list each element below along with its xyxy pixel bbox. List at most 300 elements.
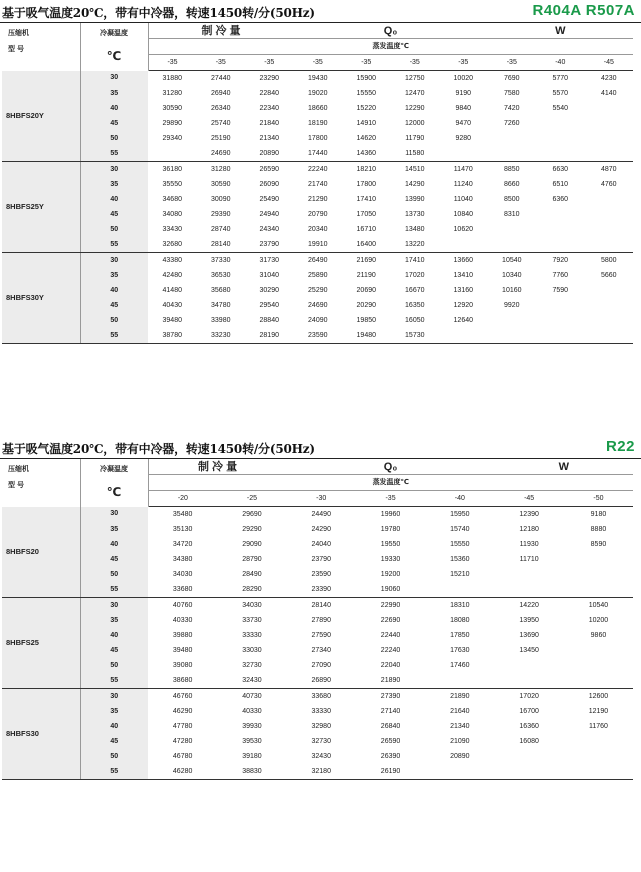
- capacity-cell: [564, 552, 633, 567]
- model-name: 8HBFS30Y: [2, 253, 80, 344]
- capacity-cell: [585, 313, 634, 328]
- table-row: [2, 628, 633, 643]
- evap-temp-cell: -35: [391, 55, 440, 71]
- capacity-cell: 31880: [162, 74, 182, 82]
- cond-temp-cell: 55: [80, 328, 148, 344]
- capacity-cell: 4870: [601, 165, 617, 173]
- capacity-cell: 31280: [162, 89, 182, 97]
- capacity-cell: 12290: [405, 104, 425, 112]
- capacity-cell: [536, 313, 585, 328]
- capacity-cell: 8500: [503, 195, 520, 203]
- capacity-cell: 34680: [162, 195, 182, 203]
- capacity-cell: 10540: [502, 256, 522, 264]
- capacity-cell: 32980: [311, 722, 331, 730]
- cond-temp-cell: 40: [80, 192, 148, 207]
- capacity-cell: 34030: [242, 601, 262, 609]
- capacity-cell: 24940: [259, 210, 279, 218]
- capacity-cell: [564, 567, 633, 582]
- capacity-cell: 6360: [552, 195, 569, 203]
- capacity-cell: 28140: [311, 601, 331, 609]
- capacity-cell: 24040: [311, 540, 331, 548]
- capacity-cell: 14620: [356, 134, 376, 142]
- cond-temp-cell: 50: [80, 658, 148, 673]
- capacity-cell: [488, 313, 537, 328]
- capacity-table: [2, 459, 633, 780]
- capacity-cell: [585, 222, 634, 237]
- table-row: [2, 101, 633, 116]
- capacity-cell: 19850: [356, 316, 376, 324]
- capacity-cell: 15950: [450, 510, 470, 518]
- capacity-cell: 13220: [391, 237, 440, 253]
- capacity-cell: [495, 764, 564, 780]
- section-header: [0, 0, 641, 23]
- capacity-cell: [585, 237, 634, 253]
- capacity-cell: 21640: [450, 707, 470, 715]
- capacity-cell: 12920: [453, 301, 473, 309]
- table-row: [2, 673, 633, 689]
- section-title: 基于吸气温度20℃，带有中冷器，转速1450转/分(50Hz): [2, 6, 315, 20]
- capacity-cell: 39880: [172, 631, 193, 639]
- cond-temp-cell: 35: [80, 177, 148, 192]
- capacity-cell: 23790: [245, 237, 294, 253]
- capacity-cell: 21890: [450, 692, 470, 700]
- capacity-table: [2, 23, 633, 344]
- capacity-cell: 26940: [211, 89, 231, 97]
- capacity-cell: 29290: [242, 525, 262, 533]
- table-row: [2, 71, 633, 87]
- capacity-cell: 10840: [453, 210, 473, 218]
- cond-temp-cell: 45: [80, 552, 148, 567]
- capacity-cell: 26190: [356, 764, 425, 780]
- capacity-cell: 16710: [356, 225, 376, 233]
- capacity-cell: 27390: [380, 692, 401, 700]
- capacity-cell: 40330: [172, 616, 193, 624]
- capacity-cell: 15550: [450, 540, 470, 548]
- capacity-cell: 40330: [242, 707, 262, 715]
- capacity-cell: 14360: [342, 146, 391, 162]
- capacity-cell: 9280: [455, 134, 472, 142]
- capacity-cell: [488, 131, 537, 146]
- capacity-cell: 34080: [162, 210, 182, 218]
- capacity-unit: W: [488, 23, 634, 39]
- refrigerant-label: R22: [605, 438, 635, 455]
- capacity-cell: 13950: [519, 616, 539, 624]
- table-row: [2, 643, 633, 658]
- capacity-cell: [439, 146, 488, 162]
- evap-temp-cell: -30: [287, 491, 356, 507]
- capacity-cell: 12750: [405, 74, 425, 82]
- cond-temp-cell: 45: [80, 207, 148, 222]
- capacity-cell: 18210: [356, 165, 376, 173]
- capacity-cell: 23590: [294, 328, 343, 344]
- capacity-cell: 25190: [211, 134, 231, 142]
- capacity-cell: 35680: [211, 286, 231, 294]
- capacity-cell: [585, 283, 634, 298]
- cond-temp-cell: 45: [80, 298, 148, 313]
- capacity-cell: 7690: [503, 74, 520, 82]
- capacity-cell: 10620: [453, 225, 473, 233]
- capacity-symbol: Q₀: [287, 459, 495, 475]
- capacity-cell: 33330: [311, 707, 331, 715]
- capacity-cell: [495, 658, 564, 673]
- capacity-cell: 29340: [162, 134, 182, 142]
- section-header: [0, 436, 641, 459]
- capacity-cell: 38680: [148, 673, 217, 689]
- capacity-cell: 9840: [455, 104, 472, 112]
- capacity-cell: [564, 749, 633, 764]
- table-row: [2, 749, 633, 764]
- model-name: 8HBFS25Y: [2, 162, 80, 253]
- capacity-cell: 22240: [308, 165, 328, 173]
- capacity-cell: 22440: [380, 631, 401, 639]
- capacity-cell: 6510: [552, 180, 569, 188]
- capacity-cell: 22040: [380, 661, 401, 669]
- capacity-cell: [585, 328, 634, 344]
- capacity-cell: 33680: [148, 582, 217, 598]
- capacity-cell: [425, 764, 494, 780]
- capacity-cell: [425, 582, 494, 598]
- capacity-cell: 13660: [453, 256, 473, 264]
- capacity-cell: 11760: [588, 722, 608, 730]
- capacity-cell: 24090: [308, 316, 328, 324]
- capacity-cell: 21340: [259, 134, 279, 142]
- capacity-cell: 17050: [356, 210, 376, 218]
- capacity-cell: [585, 101, 634, 116]
- cond-temp-cell: 50: [80, 313, 148, 328]
- capacity-cell: 46760: [172, 692, 193, 700]
- capacity-cell: [495, 582, 564, 598]
- model-name: 8HBFS25: [2, 598, 80, 689]
- capacity-cell: 5660: [601, 271, 617, 279]
- evap-temp-cell: -35: [488, 55, 537, 71]
- cond-temp-cell: 40: [80, 719, 148, 734]
- capacity-cell: 11040: [453, 195, 473, 203]
- evap-temp-cell: -35: [148, 55, 197, 71]
- capacity-cell: 20690: [356, 286, 376, 294]
- capacity-cell: 18190: [308, 119, 328, 127]
- capacity-cell: 16400: [342, 237, 391, 253]
- capacity-cell: 20890: [245, 146, 294, 162]
- capacity-cell: 28790: [242, 555, 262, 563]
- capacity-cell: 8850: [503, 165, 520, 173]
- capacity-cell: 19060: [356, 582, 425, 598]
- capacity-cell: 16700: [519, 707, 539, 715]
- capacity-cell: [564, 673, 633, 689]
- table-row: [2, 598, 633, 614]
- capacity-cell: 25890: [308, 271, 328, 279]
- evap-temp-cell: -50: [564, 491, 633, 507]
- capacity-cell: 39180: [242, 752, 262, 760]
- capacity-cell: 46280: [148, 764, 217, 780]
- capacity-cell: 23390: [287, 582, 356, 598]
- capacity-cell: 21290: [308, 195, 328, 203]
- table-row: [2, 298, 633, 313]
- capacity-cell: 8590: [590, 540, 607, 548]
- capacity-cell: 12600: [588, 692, 609, 700]
- capacity-cell: 28190: [245, 328, 294, 344]
- capacity-cell: 5540: [552, 104, 569, 112]
- capacity-cell: 19430: [308, 74, 328, 82]
- evap-temp-header: 蒸发温度℃: [148, 39, 633, 55]
- capacity-cell: [488, 237, 537, 253]
- capacity-cell: 21090: [450, 737, 470, 745]
- cond-temp-cell: 55: [80, 582, 148, 598]
- capacity-cell: 11710: [519, 555, 539, 563]
- capacity-cell: 15900: [356, 74, 376, 82]
- capacity-cell: 26390: [380, 752, 401, 760]
- cond-temp-cell: 35: [80, 522, 148, 537]
- capacity-cell: 10200: [588, 616, 609, 624]
- capacity-cell: 14220: [519, 601, 539, 609]
- table-row: [2, 237, 633, 253]
- capacity-cell: 30590: [162, 104, 182, 112]
- cond-temp-cell: 55: [80, 237, 148, 253]
- capacity-cell: 33680: [311, 692, 331, 700]
- cond-temp-cell: 45: [80, 734, 148, 749]
- capacity-cell: 19910: [294, 237, 343, 253]
- table-header: [2, 459, 633, 507]
- capacity-cell: 19780: [380, 525, 401, 533]
- capacity-cell: 7920: [552, 256, 569, 264]
- table-row: [2, 567, 633, 582]
- capacity-cell: [495, 673, 564, 689]
- cond-temp-cell: 55: [80, 146, 148, 162]
- cond-temp-cell: 30: [80, 253, 148, 269]
- capacity-cell: [488, 328, 537, 344]
- evap-temp-cell: -35: [294, 55, 343, 71]
- capacity-cell: 14290: [405, 180, 425, 188]
- capacity-cell: 5770: [552, 74, 569, 82]
- capacity-cell: 10160: [502, 286, 522, 294]
- evap-temp-cell: -20: [148, 491, 217, 507]
- capacity-cell: 4760: [601, 180, 617, 188]
- capacity-cell: 17440: [294, 146, 343, 162]
- capacity-cell: 42480: [162, 271, 182, 279]
- cond-temp-cell: 35: [80, 86, 148, 101]
- capacity-cell: 30590: [211, 180, 231, 188]
- capacity-cell: 25490: [259, 195, 279, 203]
- capacity-cell: 33980: [211, 316, 231, 324]
- capacity-cell: 15740: [450, 525, 470, 533]
- capacity-cell: [585, 131, 634, 146]
- capacity-cell: [536, 298, 585, 313]
- model-name: 8HBFS20Y: [2, 71, 80, 162]
- capacity-cell: 8310: [503, 210, 520, 218]
- capacity-cell: 10020: [453, 74, 473, 82]
- capacity-cell: 24290: [311, 525, 331, 533]
- capacity-cell: 32680: [148, 237, 197, 253]
- cond-temp-header: 冷凝温度 ℃: [80, 23, 148, 71]
- table-row: [2, 582, 633, 598]
- cond-temp-cell: 40: [80, 628, 148, 643]
- capacity-cell: 15730: [391, 328, 440, 344]
- cond-temp-cell: 35: [80, 268, 148, 283]
- cond-temp-cell: 50: [80, 749, 148, 764]
- capacity-cell: 13410: [453, 271, 473, 279]
- capacity-cell: 15210: [450, 570, 470, 578]
- capacity-cell: 30290: [259, 286, 279, 294]
- table-row: [2, 253, 633, 269]
- capacity-cell: 33730: [242, 616, 262, 624]
- capacity-cell: 13990: [405, 195, 425, 203]
- capacity-cell: 24490: [311, 510, 331, 518]
- cond-temp-cell: 30: [80, 507, 148, 523]
- capacity-cell: [585, 146, 634, 162]
- capacity-cell: 23290: [259, 74, 279, 82]
- capacity-cell: 27590: [311, 631, 331, 639]
- capacity-cell: 29090: [242, 540, 262, 548]
- capacity-cell: 18080: [450, 616, 470, 624]
- table-row: [2, 116, 633, 131]
- table-row: [2, 613, 633, 628]
- capacity-cell: [439, 237, 488, 253]
- table-row: [2, 283, 633, 298]
- model-name: 8HBFS30: [2, 689, 80, 780]
- capacity-cell: 23790: [311, 555, 331, 563]
- evap-temp-cell: -35: [342, 55, 391, 71]
- capacity-cell: 40730: [242, 692, 262, 700]
- capacity-cell: 33330: [242, 631, 262, 639]
- capacity-cell: 38780: [148, 328, 197, 344]
- cond-temp-cell: 45: [80, 116, 148, 131]
- capacity-cell: 21340: [450, 722, 470, 730]
- capacity-word: 制 冷 量: [148, 459, 287, 475]
- cond-temp-cell: 35: [80, 704, 148, 719]
- capacity-cell: 33230: [197, 328, 246, 344]
- table-row: [2, 146, 633, 162]
- table-row: [2, 522, 633, 537]
- capacity-cell: 7580: [503, 89, 520, 97]
- capacity-cell: 19200: [380, 570, 401, 578]
- capacity-cell: 20890: [450, 752, 470, 760]
- capacity-cell: 12640: [453, 316, 473, 324]
- capacity-cell: 17410: [356, 195, 376, 203]
- capacity-cell: 28840: [259, 316, 279, 324]
- capacity-cell: 7420: [503, 104, 520, 112]
- capacity-cell: [585, 192, 634, 207]
- capacity-cell: 29690: [242, 510, 262, 518]
- capacity-cell: 22840: [259, 89, 279, 97]
- capacity-cell: 35480: [172, 510, 193, 518]
- capacity-cell: 26840: [380, 722, 401, 730]
- capacity-cell: [536, 222, 585, 237]
- capacity-cell: 21890: [356, 673, 425, 689]
- capacity-cell: 9860: [590, 631, 607, 639]
- capacity-cell: 11470: [453, 165, 473, 173]
- table-row: [2, 192, 633, 207]
- capacity-cell: 43380: [162, 256, 182, 264]
- capacity-cell: 27340: [311, 646, 331, 654]
- capacity-cell: 17800: [356, 180, 376, 188]
- capacity-cell: 39930: [242, 722, 262, 730]
- capacity-cell: 28490: [242, 570, 262, 578]
- cond-temp-cell: 40: [80, 283, 148, 298]
- capacity-cell: 16350: [405, 301, 425, 309]
- capacity-cell: [585, 207, 634, 222]
- capacity-cell: 17630: [450, 646, 470, 654]
- table-body: [2, 71, 633, 344]
- capacity-cell: 27890: [311, 616, 331, 624]
- capacity-cell: 47780: [172, 722, 193, 730]
- capacity-cell: 32430: [217, 673, 286, 689]
- capacity-cell: 7590: [552, 286, 569, 294]
- cond-temp-cell: 30: [80, 689, 148, 705]
- section-title: 基于吸气温度20℃，带有中冷器，转速1450转/分(50Hz): [2, 442, 315, 456]
- capacity-cell: 6630: [552, 165, 569, 173]
- capacity-cell: 20290: [356, 301, 376, 309]
- capacity-cell: 10340: [502, 271, 522, 279]
- table-row: [2, 704, 633, 719]
- capacity-cell: 27440: [211, 74, 231, 82]
- capacity-cell: 17460: [450, 661, 470, 669]
- capacity-cell: 12190: [588, 707, 609, 715]
- capacity-cell: 39530: [242, 737, 262, 745]
- capacity-cell: 37330: [211, 256, 231, 264]
- capacity-cell: [495, 567, 564, 582]
- capacity-cell: 28740: [211, 225, 231, 233]
- capacity-cell: 34780: [211, 301, 231, 309]
- capacity-cell: 15220: [356, 104, 376, 112]
- capacity-cell: 12180: [519, 525, 539, 533]
- capacity-cell: [488, 222, 537, 237]
- capacity-cell: 7760: [552, 271, 569, 279]
- capacity-cell: 28290: [217, 582, 286, 598]
- capacity-cell: 17850: [450, 631, 470, 639]
- table-body: [2, 507, 633, 780]
- capacity-cell: 29390: [211, 210, 231, 218]
- capacity-cell: 18310: [450, 601, 470, 609]
- section-r22: [0, 436, 641, 780]
- capacity-cell: 38830: [217, 764, 286, 780]
- capacity-cell: [536, 328, 585, 344]
- capacity-cell: 32430: [311, 752, 331, 760]
- capacity-cell: 32730: [311, 737, 331, 745]
- capacity-cell: 15360: [450, 555, 470, 563]
- capacity-cell: 26890: [287, 673, 356, 689]
- capacity-cell: 16670: [405, 286, 425, 294]
- capacity-cell: 34720: [172, 540, 193, 548]
- evap-temp-header: 蒸发温度℃: [148, 475, 633, 491]
- capacity-cell: [564, 643, 633, 658]
- capacity-cell: 20340: [308, 225, 328, 233]
- capacity-cell: 25740: [211, 119, 231, 127]
- evap-temp-cell: -40: [425, 491, 494, 507]
- capacity-cell: 22690: [380, 616, 401, 624]
- capacity-cell: 13160: [453, 286, 473, 294]
- model-header: 压缩机 型 号: [2, 23, 80, 71]
- capacity-cell: 11930: [519, 540, 539, 548]
- capacity-cell: 16050: [405, 316, 425, 324]
- capacity-cell: 40430: [162, 301, 182, 309]
- capacity-cell: 24340: [259, 225, 279, 233]
- capacity-cell: 27090: [311, 661, 331, 669]
- capacity-cell: 25290: [308, 286, 328, 294]
- capacity-cell: 7260: [503, 119, 520, 127]
- capacity-cell: 24690: [197, 146, 246, 162]
- capacity-cell: 22240: [380, 646, 401, 654]
- capacity-cell: 31040: [259, 271, 279, 279]
- capacity-cell: 13450: [519, 646, 539, 654]
- table-row: [2, 507, 633, 523]
- table-row: [2, 222, 633, 237]
- cond-temp-cell: 50: [80, 222, 148, 237]
- evap-temp-cell: -35: [356, 491, 425, 507]
- capacity-cell: [536, 207, 585, 222]
- capacity-cell: 11580: [391, 146, 440, 162]
- capacity-cell: 5800: [601, 256, 617, 264]
- capacity-cell: 22340: [259, 104, 279, 112]
- model-header: 压缩机 型 号: [2, 459, 80, 507]
